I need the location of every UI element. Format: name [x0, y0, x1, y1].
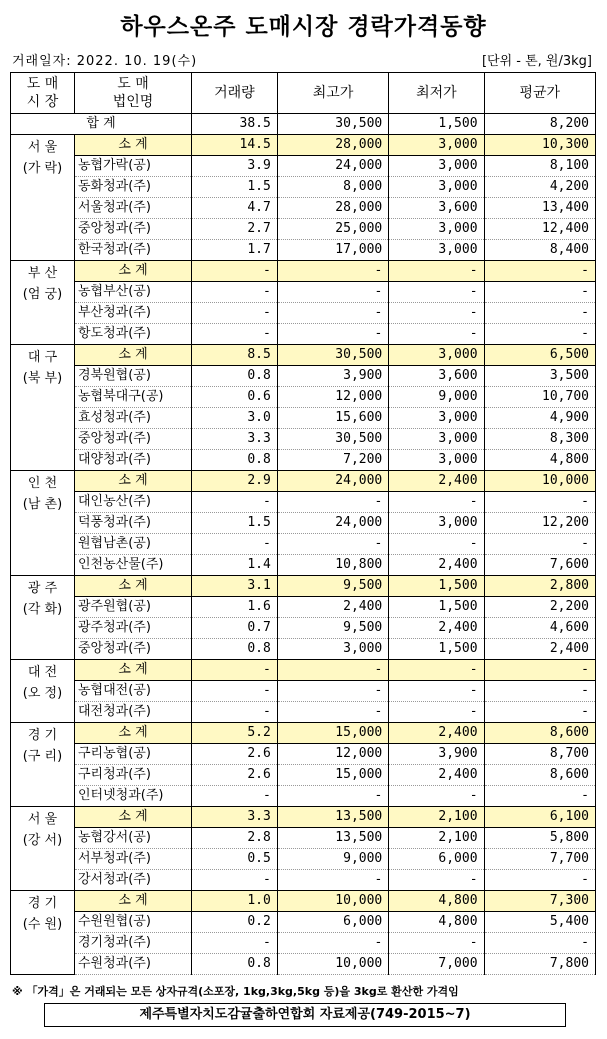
cell-volume: -: [192, 492, 278, 513]
company-name: 농협북대구(공): [75, 387, 192, 408]
cell-max: 24,000: [277, 156, 388, 177]
cell-min: 6,000: [389, 849, 484, 870]
market-name: 서 울 (가 락): [11, 135, 75, 261]
cell-volume: 2.8: [192, 828, 278, 849]
cell-min: 3,000: [389, 345, 484, 366]
cell-avg: 2,800: [484, 576, 595, 597]
cell-avg: -: [484, 681, 595, 702]
page-title: 하우스온주 도매시장 경락가격동향: [120, 14, 487, 40]
subtotal-label: 소 계: [75, 576, 192, 597]
cell-max: 24,000: [277, 471, 388, 492]
header-row: [11, 73, 596, 114]
cell-max: 7,200: [277, 450, 388, 471]
cell-volume: 1.0: [192, 891, 278, 912]
company-name: 인터넷청과(주): [75, 786, 192, 807]
cell-min: 3,000: [389, 408, 484, 429]
trade-date: 거래일자: 2022. 10. 19(수): [12, 54, 198, 69]
cell-volume: -: [192, 681, 278, 702]
cell-min: 2,400: [389, 765, 484, 786]
company-name: 부산청과(주): [75, 303, 192, 324]
cell-avg: 10,700: [484, 387, 595, 408]
subtotal-row: [11, 723, 596, 744]
company-name: 서울청과(주): [75, 198, 192, 219]
company-name: 강서청과(주): [75, 870, 192, 891]
cell-volume: 0.6: [192, 387, 278, 408]
cell-avg: -: [484, 870, 595, 891]
company-name: 한국청과(주): [75, 240, 192, 261]
company-name: 농협강서(공): [75, 828, 192, 849]
company-name: 수원원협(공): [75, 912, 192, 933]
cell-max: 30,500: [277, 429, 388, 450]
cell-max: -: [277, 282, 388, 303]
cell-volume: 3.0: [192, 408, 278, 429]
cell-min: 2,400: [389, 618, 484, 639]
cell-volume: 1.5: [192, 177, 278, 198]
cell-max: -: [277, 660, 388, 681]
cell-min: -: [389, 870, 484, 891]
cell-max: 2,400: [277, 597, 388, 618]
unit-label: [단위 - 톤, 원/3kg]: [481, 54, 592, 69]
header-company: 도 매 법인명: [75, 73, 192, 114]
company-name: 농협부산(공): [75, 282, 192, 303]
company-name: 경북원협(공): [75, 366, 192, 387]
cell-volume: 1.5: [192, 513, 278, 534]
company-name: 인천농산물(주): [75, 555, 192, 576]
cell-min: -: [389, 282, 484, 303]
cell-volume: 2.9: [192, 471, 278, 492]
subtotal-label: 소 계: [75, 471, 192, 492]
cell-max: -: [277, 492, 388, 513]
cell-max: 13,500: [277, 807, 388, 828]
source-footer: 제주특별자치도감귤출하연합회 자료제공(749-2015~7): [44, 1003, 566, 1027]
subtotal-row: [11, 345, 596, 366]
cell-min: 3,000: [389, 156, 484, 177]
total-max: 30,500: [277, 114, 388, 135]
table-row: [11, 849, 596, 870]
company-name: 농협대전(공): [75, 681, 192, 702]
cell-min: -: [389, 324, 484, 345]
cell-min: 3,600: [389, 366, 484, 387]
subtotal-row: [11, 471, 596, 492]
cell-avg: 5,400: [484, 912, 595, 933]
cell-min: -: [389, 534, 484, 555]
cell-min: 4,800: [389, 891, 484, 912]
total-avg: 8,200: [484, 114, 595, 135]
subtotal-row: [11, 891, 596, 912]
table-row: [11, 429, 596, 450]
market-name: 부 산 (엄 궁): [11, 261, 75, 345]
cell-avg: 6,100: [484, 807, 595, 828]
cell-avg: 8,400: [484, 240, 595, 261]
cell-max: 17,000: [277, 240, 388, 261]
total-volume: 38.5: [192, 114, 278, 135]
cell-volume: 0.2: [192, 912, 278, 933]
cell-max: -: [277, 933, 388, 954]
cell-min: -: [389, 702, 484, 723]
cell-min: -: [389, 786, 484, 807]
cell-volume: 2.6: [192, 744, 278, 765]
cell-avg: 3,500: [484, 366, 595, 387]
cell-avg: 8,700: [484, 744, 595, 765]
cell-volume: 0.8: [192, 366, 278, 387]
cell-volume: 0.8: [192, 450, 278, 471]
company-name: 광주원협(공): [75, 597, 192, 618]
market-name: 경 기 (구 리): [11, 723, 75, 807]
cell-volume: -: [192, 660, 278, 681]
table-row: [11, 534, 596, 555]
cell-max: 12,000: [277, 387, 388, 408]
table-row: [11, 198, 596, 219]
cell-avg: 2,200: [484, 597, 595, 618]
table-row: [11, 366, 596, 387]
table-row: [11, 597, 596, 618]
cell-volume: 0.8: [192, 954, 278, 975]
table-row: [11, 156, 596, 177]
cell-min: 3,000: [389, 240, 484, 261]
cell-max: -: [277, 786, 388, 807]
subtotal-row: [11, 261, 596, 282]
cell-max: 3,900: [277, 366, 388, 387]
cell-min: 3,000: [389, 429, 484, 450]
cell-min: 3,000: [389, 450, 484, 471]
cell-max: 10,800: [277, 555, 388, 576]
cell-volume: 0.8: [192, 639, 278, 660]
cell-max: 13,500: [277, 828, 388, 849]
cell-max: 10,000: [277, 891, 388, 912]
table-row: [11, 387, 596, 408]
subtotal-row: [11, 660, 596, 681]
cell-min: 2,100: [389, 807, 484, 828]
table-row: [11, 744, 596, 765]
cell-volume: 1.4: [192, 555, 278, 576]
cell-avg: 8,600: [484, 765, 595, 786]
cell-avg: -: [484, 786, 595, 807]
cell-volume: 2.6: [192, 765, 278, 786]
table-row: [11, 933, 596, 954]
cell-max: 30,500: [277, 345, 388, 366]
cell-max: 8,000: [277, 177, 388, 198]
cell-volume: 2.7: [192, 219, 278, 240]
cell-avg: 10,000: [484, 471, 595, 492]
market-name: 광 주 (각 화): [11, 576, 75, 660]
cell-min: -: [389, 303, 484, 324]
cell-avg: 4,900: [484, 408, 595, 429]
company-name: 동화청과(주): [75, 177, 192, 198]
subtotal-label: 소 계: [75, 345, 192, 366]
cell-volume: 4.7: [192, 198, 278, 219]
subtotal-row: [11, 576, 596, 597]
cell-min: 2,100: [389, 828, 484, 849]
cell-min: 7,000: [389, 954, 484, 975]
cell-avg: -: [484, 933, 595, 954]
header-market: 도 매 시 장: [11, 73, 75, 114]
cell-max: -: [277, 702, 388, 723]
subtotal-label: 소 계: [75, 261, 192, 282]
cell-avg: 7,800: [484, 954, 595, 975]
cell-volume: 14.5: [192, 135, 278, 156]
company-name: 구리청과(주): [75, 765, 192, 786]
company-name: 경기청과(주): [75, 933, 192, 954]
market-name: 인 천 (남 촌): [11, 471, 75, 576]
cell-volume: 3.9: [192, 156, 278, 177]
cell-max: -: [277, 324, 388, 345]
cell-avg: 8,100: [484, 156, 595, 177]
market-name: 경 기 (수 원): [11, 891, 75, 975]
cell-min: 1,500: [389, 639, 484, 660]
table-row: [11, 702, 596, 723]
cell-avg: 5,800: [484, 828, 595, 849]
cell-avg: 12,200: [484, 513, 595, 534]
subtotal-label: 소 계: [75, 723, 192, 744]
cell-max: 28,000: [277, 135, 388, 156]
table-row: [11, 492, 596, 513]
company-name: 효성청과(주): [75, 408, 192, 429]
total-row: [11, 114, 596, 135]
table-row: [11, 324, 596, 345]
cell-max: -: [277, 261, 388, 282]
cell-min: -: [389, 660, 484, 681]
cell-volume: -: [192, 702, 278, 723]
price-note: ※ 「가격」은 거래되는 모든 상자규격(소포장, 1kg,3kg,5kg 등)을 3kg로 환산한 가격임: [12, 985, 459, 998]
cell-max: 9,500: [277, 618, 388, 639]
cell-min: 3,000: [389, 513, 484, 534]
header-min: 최저가: [389, 73, 484, 114]
table-row: [11, 954, 596, 975]
cell-volume: -: [192, 261, 278, 282]
company-name: 중앙청과(주): [75, 429, 192, 450]
cell-avg: 2,400: [484, 639, 595, 660]
market-name: 대 전 (오 정): [11, 660, 75, 723]
cell-volume: 3.1: [192, 576, 278, 597]
cell-avg: 4,800: [484, 450, 595, 471]
cell-avg: -: [484, 702, 595, 723]
header-max: 최고가: [277, 73, 388, 114]
cell-min: -: [389, 933, 484, 954]
cell-avg: 4,600: [484, 618, 595, 639]
cell-volume: -: [192, 534, 278, 555]
price-table: [10, 72, 596, 975]
cell-avg: -: [484, 534, 595, 555]
cell-volume: 5.2: [192, 723, 278, 744]
cell-min: 4,800: [389, 912, 484, 933]
cell-min: 3,900: [389, 744, 484, 765]
cell-volume: -: [192, 933, 278, 954]
cell-max: 6,000: [277, 912, 388, 933]
cell-avg: -: [484, 282, 595, 303]
company-name: 수원청과(주): [75, 954, 192, 975]
cell-avg: -: [484, 261, 595, 282]
company-name: 항도청과(주): [75, 324, 192, 345]
cell-avg: -: [484, 324, 595, 345]
cell-volume: 0.5: [192, 849, 278, 870]
subtotal-label: 소 계: [75, 135, 192, 156]
company-name: 서부청과(주): [75, 849, 192, 870]
cell-max: 15,000: [277, 765, 388, 786]
cell-volume: -: [192, 282, 278, 303]
table-row: [11, 450, 596, 471]
cell-min: 3,000: [389, 219, 484, 240]
cell-min: 2,400: [389, 723, 484, 744]
total-label: 합 계: [11, 114, 192, 135]
subtotal-row: [11, 807, 596, 828]
cell-max: 15,000: [277, 723, 388, 744]
cell-avg: 12,400: [484, 219, 595, 240]
total-min: 1,500: [389, 114, 484, 135]
cell-volume: -: [192, 786, 278, 807]
header-avg: 평균가: [484, 73, 595, 114]
cell-min: -: [389, 681, 484, 702]
cell-min: -: [389, 492, 484, 513]
table-row: [11, 219, 596, 240]
table-row: [11, 681, 596, 702]
market-name: 대 구 (북 부): [11, 345, 75, 471]
table-row: [11, 870, 596, 891]
cell-max: -: [277, 870, 388, 891]
cell-avg: 13,400: [484, 198, 595, 219]
table-row: [11, 786, 596, 807]
table-row: [11, 240, 596, 261]
cell-min: -: [389, 261, 484, 282]
subtotal-label: 소 계: [75, 807, 192, 828]
cell-max: -: [277, 681, 388, 702]
table-row: [11, 555, 596, 576]
cell-max: 10,000: [277, 954, 388, 975]
company-name: 대양청과(주): [75, 450, 192, 471]
cell-min: 1,500: [389, 576, 484, 597]
cell-max: 15,600: [277, 408, 388, 429]
table-row: [11, 177, 596, 198]
cell-volume: -: [192, 870, 278, 891]
cell-min: 3,000: [389, 135, 484, 156]
cell-avg: 7,600: [484, 555, 595, 576]
table-row: [11, 303, 596, 324]
cell-min: 3,600: [389, 198, 484, 219]
market-name: 서 울 (강 서): [11, 807, 75, 891]
cell-max: 9,500: [277, 576, 388, 597]
company-name: 농협가락(공): [75, 156, 192, 177]
subtotal-label: 소 계: [75, 660, 192, 681]
cell-volume: -: [192, 324, 278, 345]
company-name: 중앙청과(주): [75, 639, 192, 660]
cell-max: 3,000: [277, 639, 388, 660]
cell-max: -: [277, 303, 388, 324]
cell-avg: 7,700: [484, 849, 595, 870]
header-volume: 거래량: [192, 73, 278, 114]
cell-min: 9,000: [389, 387, 484, 408]
cell-min: 2,400: [389, 555, 484, 576]
cell-min: 1,500: [389, 597, 484, 618]
cell-avg: 8,600: [484, 723, 595, 744]
cell-max: 28,000: [277, 198, 388, 219]
table-row: [11, 639, 596, 660]
cell-volume: 3.3: [192, 429, 278, 450]
cell-volume: -: [192, 303, 278, 324]
subtotal-row: [11, 135, 596, 156]
cell-max: 24,000: [277, 513, 388, 534]
company-name: 대인농산(주): [75, 492, 192, 513]
cell-max: 25,000: [277, 219, 388, 240]
cell-avg: -: [484, 492, 595, 513]
cell-avg: -: [484, 303, 595, 324]
cell-avg: 7,300: [484, 891, 595, 912]
cell-volume: 1.6: [192, 597, 278, 618]
company-name: 덕풍청과(주): [75, 513, 192, 534]
cell-volume: 3.3: [192, 807, 278, 828]
company-name: 광주청과(주): [75, 618, 192, 639]
cell-avg: 8,300: [484, 429, 595, 450]
table-row: [11, 408, 596, 429]
cell-avg: 6,500: [484, 345, 595, 366]
company-name: 구리농협(공): [75, 744, 192, 765]
cell-min: 2,400: [389, 471, 484, 492]
cell-avg: -: [484, 660, 595, 681]
cell-max: 9,000: [277, 849, 388, 870]
table-row: [11, 765, 596, 786]
subtotal-label: 소 계: [75, 891, 192, 912]
company-name: 중앙청과(주): [75, 219, 192, 240]
cell-volume: 0.7: [192, 618, 278, 639]
cell-min: 3,000: [389, 177, 484, 198]
cell-volume: 8.5: [192, 345, 278, 366]
cell-avg: 10,300: [484, 135, 595, 156]
table-row: [11, 618, 596, 639]
table-row: [11, 828, 596, 849]
table-row: [11, 912, 596, 933]
cell-avg: 4,200: [484, 177, 595, 198]
table-row: [11, 513, 596, 534]
cell-max: -: [277, 534, 388, 555]
company-name: 대전청과(주): [75, 702, 192, 723]
table-row: [11, 282, 596, 303]
company-name: 원협남촌(공): [75, 534, 192, 555]
cell-max: 12,000: [277, 744, 388, 765]
cell-volume: 1.7: [192, 240, 278, 261]
